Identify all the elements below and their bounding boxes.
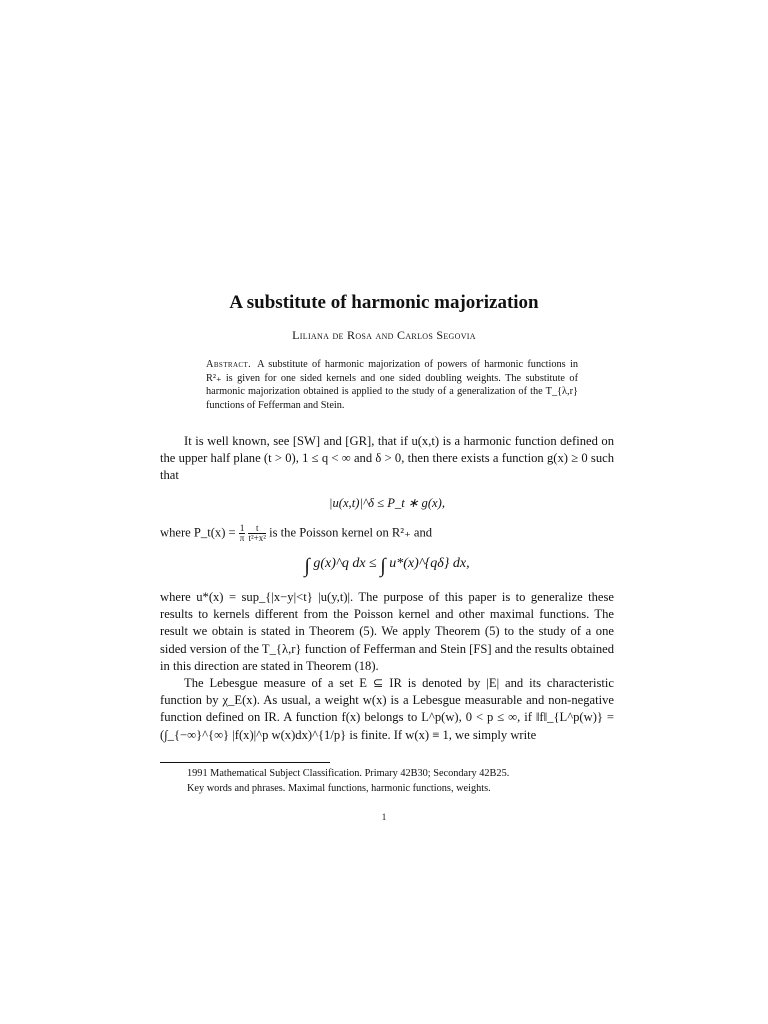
abstract-label: Abstract.: [206, 359, 252, 370]
fraction-t-over-t2x2: $\frac{t}{\text{t²+x²}}$: [248, 522, 266, 543]
equation-2-rhs: u*(x)^{qδ} dx,: [389, 555, 470, 571]
fraction-one-over-pi: $\frac{1}{\pi}$: [239, 522, 245, 543]
footnote-keywords: Key words and phrases. Maximal functions, harmonic functions, weights.: [187, 783, 491, 794]
abstract: [206, 358, 578, 412]
equation-1: |u(x,t)|^δ ≤ P_t ∗ g(x),: [329, 495, 445, 510]
paragraph-1: It is well known, see [SW] and [GR], that if u(x,t) is a harmonic function defined on the upper half plane (t > 0), 1 ≤ q < ∞ and δ > 0, then there exists a function g(x) ≥ 0 such that: [160, 434, 614, 483]
footnote-classification: 1991 Mathematical Subject Classification. Primary 42B30; Secondary 42B25.: [187, 768, 510, 779]
page-number: 1: [381, 812, 387, 822]
body-text: [160, 433, 614, 744]
poisson-kernel-text-pre: where P_t(x) =: [160, 525, 236, 540]
paragraph-3: The Lebesgue measure of a set E ⊆ IR is denoted by |E| and its characteristic function by χ_E(x). As usual, a weight w(x) is a Lebesgue measurable and non-negative function defined on IR. A function f(x) belongs to L^p(w), 0 < p ≤ ∞, if ‖f‖_{L^p(w)} = (∫_{−∞}^{∞} |f(x)|^p w(x)dx)^{1/p} is finite. If w(x) ≡ 1, we simply write: [160, 676, 614, 742]
footnote-rule: [160, 762, 330, 763]
abstract-text: A substitute of harmonic majorization of powers of harmonic functions in R²₊ is given for one sided kernels and one sided doubling weights. The substitute of harmonic majorization obtained is applied to the study of a generalization of the T_{λ,r} functions of Fefferman and Stein.: [206, 359, 578, 411]
equation-2-lhs: g(x)^q dx ≤: [313, 555, 377, 571]
paragraph-1-continued: [160, 524, 614, 543]
poisson-kernel-text-post: is the Poisson kernel on R²₊ and: [269, 525, 433, 540]
paper-title: A substitute of harmonic majorization: [229, 292, 539, 313]
paragraph-2: where u*(x) = sup_{|x−y|<t} |u(y,t)|. The purpose of this paper is to generalize these results to kernels different from the Poisson kernel and other maximal functions. The result we obtain is stated in Theorem (5). We apply Theorem (5) to the study of a one sided version of the T_{λ,r} function of Fefferman and Stein [FS] and the results obtained in this direction are stated in Theorem (18).: [160, 590, 614, 673]
paper-authors: Liliana de Rosa and Carlos Segovia: [292, 328, 476, 342]
footnotes: [187, 766, 627, 796]
integral-sign: ∫: [304, 554, 310, 577]
equation-2: [160, 555, 614, 575]
integral-sign: ∫: [380, 554, 386, 577]
